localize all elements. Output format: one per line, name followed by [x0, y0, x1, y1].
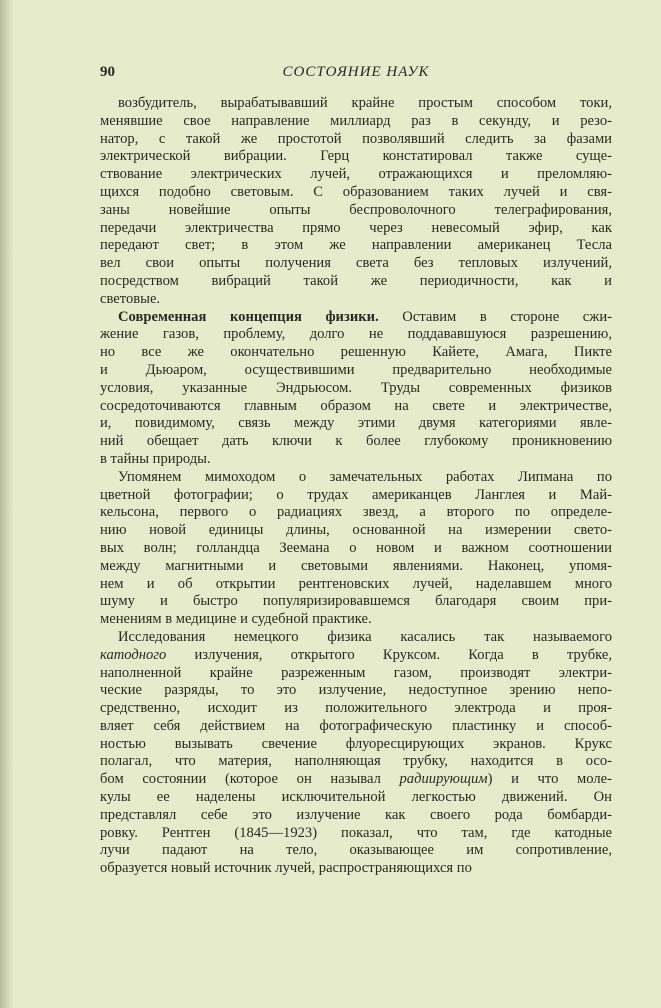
text-span: заны новейшие опыты беспроволочного телеграфирования,: [100, 201, 612, 218]
text-line: [100, 771, 612, 789]
text-span: сосредоточиваются главным образом на свете и электричестве,: [100, 397, 612, 414]
text-line: [100, 362, 612, 380]
text-line: [100, 789, 612, 807]
text-line: [100, 825, 612, 843]
text-span: вел свои опыты получения света без тепловых излучений,: [100, 255, 612, 272]
text-span: и, повидимому, связь между этими двумя категориями явле-: [100, 415, 612, 432]
text-line: [100, 255, 612, 273]
text-span: нем и об открытии рентгеновских лучей, наделавшем много: [100, 575, 612, 592]
text-line: [100, 629, 612, 647]
text-line: [100, 148, 612, 166]
text-span: средственно, исходит из положительного электрода и проя-: [100, 700, 612, 717]
text-line: [100, 184, 612, 202]
running-title: СОСТОЯНИЕ НАУК: [282, 64, 430, 80]
text-span: ) и что моле-: [487, 771, 612, 788]
text-line: [100, 273, 612, 291]
text-span: представлял себе это излучение как своего рода бомбарди-: [100, 806, 612, 823]
text-line: [100, 326, 612, 344]
italic-term: катодного: [100, 646, 167, 663]
text-line: [100, 753, 612, 771]
paragraph: [100, 309, 612, 469]
text-line: [100, 415, 612, 433]
paragraph: [100, 469, 612, 629]
text-line: [100, 131, 612, 149]
text-line: [100, 665, 612, 683]
text-line: [100, 344, 612, 362]
text-line: [100, 682, 612, 700]
text-span: электрической вибрации. Герц констатировал также суще-: [100, 148, 612, 165]
text-span: возбудитель, вырабатывавший крайне простым способом токи,: [118, 95, 612, 111]
text-span: Упомянем мимоходом о замечательных работах Липмана по: [118, 468, 612, 485]
text-line: [100, 433, 612, 451]
text-span: но все же окончательно решенную Кайете, Амага, Пикте: [100, 344, 612, 361]
text-line: [100, 113, 612, 131]
section-heading: Современная концепция физики.: [118, 308, 379, 325]
text-line: [100, 237, 612, 255]
text-span: световые.: [100, 290, 161, 307]
text-span: между магнитными и световыми явлениями. Наконец, упомя-: [100, 557, 612, 574]
text-span: посредством вибраций такой же периодичности, как и: [100, 272, 612, 289]
text-line: [100, 522, 612, 540]
text-line: [100, 166, 612, 184]
page-body: [100, 95, 612, 878]
text-span: наполненной крайне разреженным газом, производят электри-: [100, 664, 612, 681]
text-span: передачи электричества прямо через невесомый эфир, как: [100, 219, 612, 236]
text-span: шуму и быстро популяризировавшемся благодаря своим при-: [100, 593, 612, 610]
text-span: менявшие свое направление миллиард раз в секунду, и резо-: [100, 112, 612, 129]
text-line: [100, 398, 612, 416]
text-line: [100, 309, 612, 327]
text-line: [100, 842, 612, 860]
text-line: [100, 718, 612, 736]
text-span: и Дьюаром, осуществившими предварительно необходимые: [100, 361, 612, 378]
text-line: [100, 451, 612, 469]
text-span: в тайны природы.: [100, 450, 211, 467]
text-span: условия, указанные Эндрьюсом. Труды современных физиков: [100, 379, 612, 396]
text-line: [100, 487, 612, 505]
text-span: вых волн; голландца Зеемана о новом и важном соотношении: [100, 539, 612, 556]
text-span: жение газов, проблему, долго не поддававшуюся разрешению,: [100, 326, 612, 343]
text-span: натор, с такой же простотой позволявший следить за фазами: [100, 130, 612, 147]
text-span: ностью вызывать свечение флуоресцирующих экранов. Крукс: [100, 735, 612, 752]
text-span: бом состоянии (которое он называл: [100, 771, 400, 788]
text-span: вляет себя действием на фотографическую пластинку и способ-: [100, 717, 612, 734]
text-span: щихся подобно световым. С образованием таких лучей и свя-: [100, 183, 612, 200]
text-line: [100, 647, 612, 665]
text-span: цветной фотографии; о трудах американцев Ланглея и Май-: [100, 486, 612, 503]
page-number: 90: [100, 64, 115, 80]
text-line: [100, 558, 612, 576]
page-header: [100, 64, 612, 84]
text-line: [100, 95, 612, 113]
text-span: образуется новый источник лучей, распространяющихся по: [100, 860, 472, 877]
text-line: [100, 540, 612, 558]
text-line: [100, 576, 612, 594]
text-span: ний обещает дать ключи к более глубокому проникновению: [100, 433, 612, 450]
text-line: [100, 736, 612, 754]
text-span: излучения, открытого Круксом. Когда в трубке,: [166, 646, 612, 663]
text-span: полагал, что материя, наполняющая трубку, находится в осо-: [100, 753, 612, 770]
text-line: [100, 504, 612, 522]
text-line: [100, 611, 612, 629]
text-line: [100, 807, 612, 825]
text-line: [100, 700, 612, 718]
text-span: Исследования немецкого физика касались так называемого: [118, 628, 612, 645]
text-span: менениям в медицине и судебной практике.: [100, 611, 372, 628]
text-span: передают свет; в этом же направлении американец Тесла: [100, 237, 612, 254]
italic-term: радиирующим: [399, 771, 488, 788]
text-span: кельсона, первого о радиациях звезд, а второго по определе-: [100, 504, 612, 521]
text-span: ческие разряды, то это излучение, недоступное зрению непо-: [100, 682, 612, 699]
text-line: [100, 860, 612, 878]
text-span: кулы ее наделены исключительной легкостью движений. Он: [100, 789, 612, 806]
text-line: [100, 291, 612, 309]
text-span: нию новой единицы длины, основанной на измерении свето-: [100, 522, 612, 539]
text-line: [100, 380, 612, 398]
page-edge-shadow: [0, 0, 14, 1008]
text-span: лучи падают на тело, оказывающее им сопротивление,: [100, 842, 612, 859]
paragraph: [100, 95, 612, 309]
text-line: [100, 220, 612, 238]
text-span: ровку. Рентген (1845—1923) показал, что там, где катодные: [100, 824, 612, 841]
paragraph: [100, 629, 612, 878]
text-span: ствование электрических лучей, отражающихся и преломляю-: [100, 166, 612, 183]
text-span: Оставим в стороне сжи-: [378, 308, 612, 325]
text-line: [100, 469, 612, 487]
text-line: [100, 202, 612, 220]
text-line: [100, 593, 612, 611]
